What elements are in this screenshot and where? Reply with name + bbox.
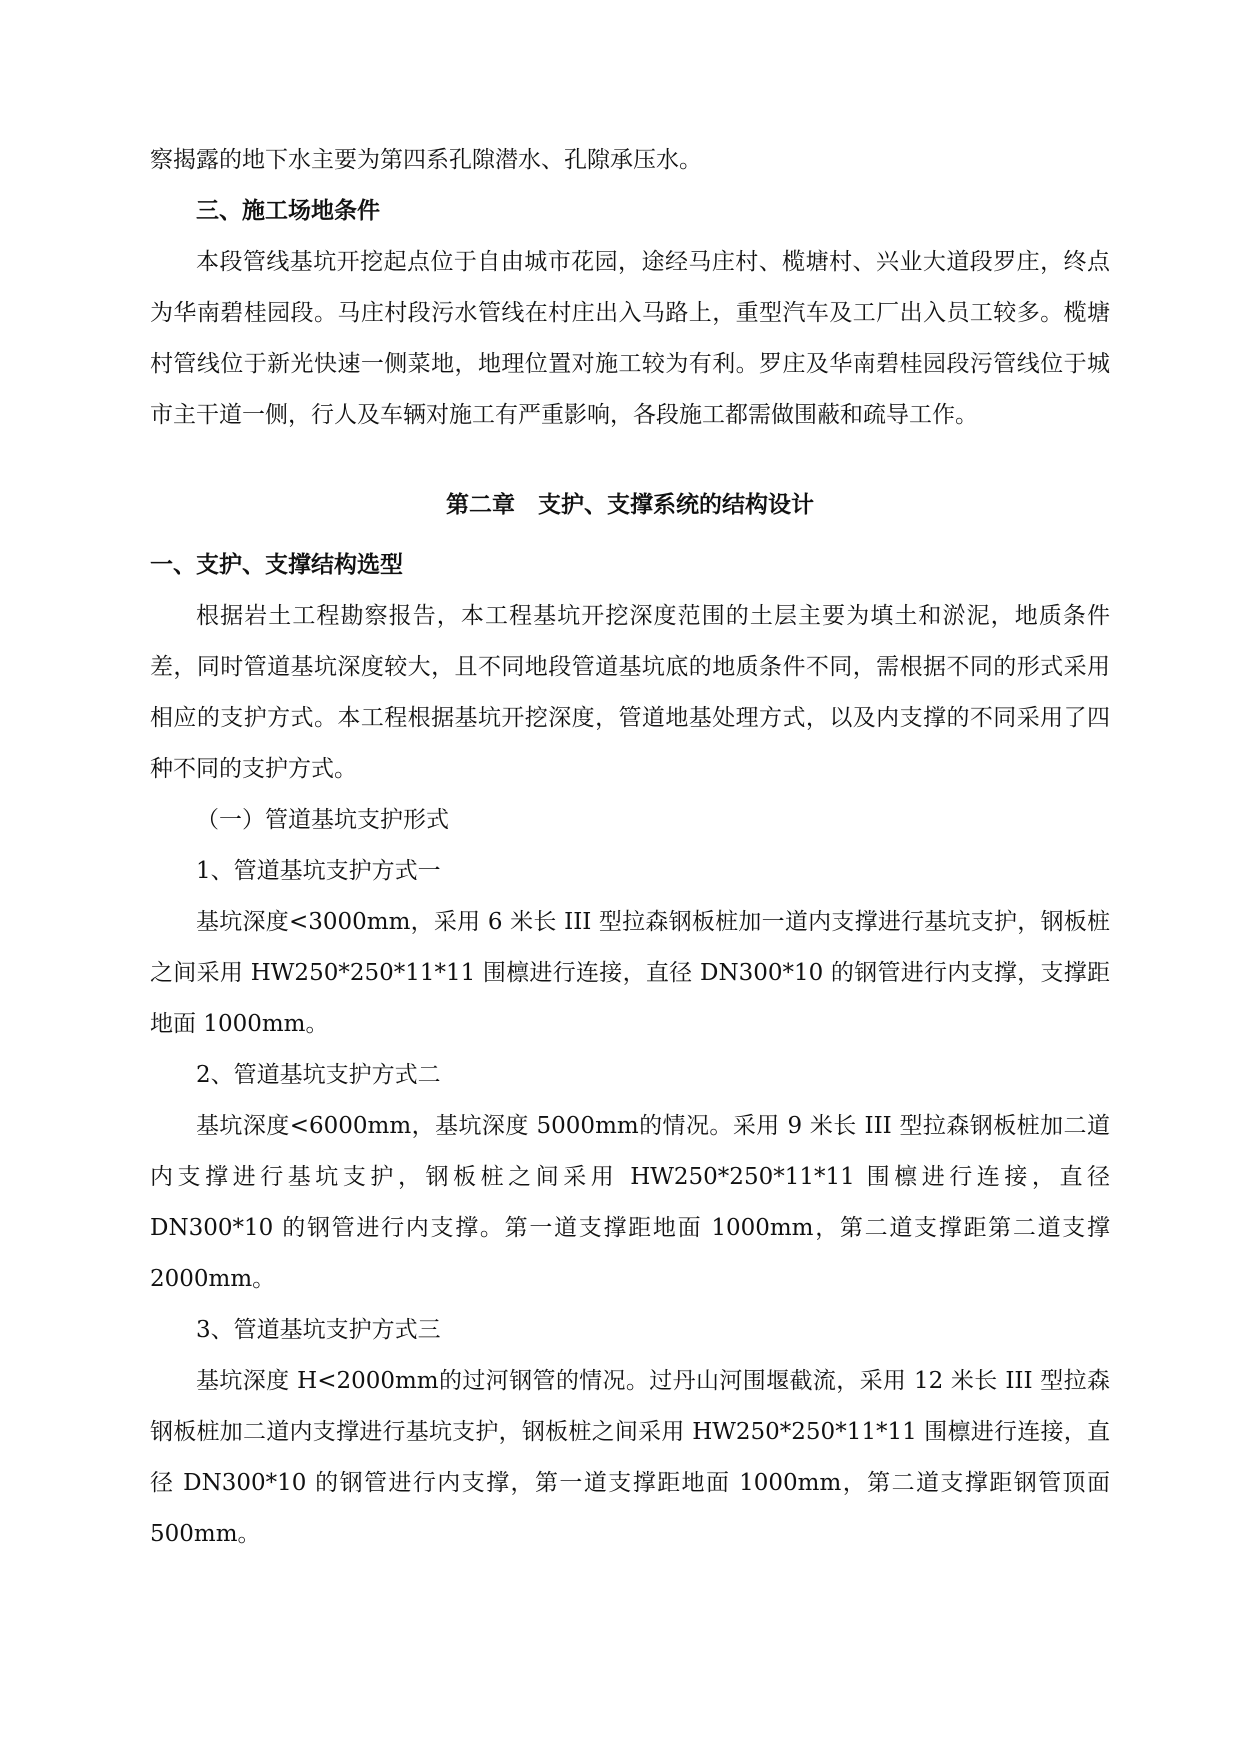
continuation-block xyxy=(150,135,1110,186)
chapter-title: 第二章 支护、支撑系统的结构设计 xyxy=(446,492,814,518)
method-3-body: 基坑深度 H<2000mm的过河钢管的情况。过丹山河围堰截流，采用 12 米长 III 型拉森钢板桩加二道内支撑进行基坑支护，钢板桩之间采用 HW250*250*11*11 围檩进行连接，直径 DN300*10 的钢管进行内支撑，第一道支撑距地面 1000mm，第二道支撑距钢管顶面 500mm。 xyxy=(150,1368,1110,1547)
method-1-title: 1、管道基坑支护方式一 xyxy=(196,858,441,884)
method-3-title: 3、管道基坑支护方式三 xyxy=(196,1317,441,1343)
section-1-heading: 一、支护、支撑结构选型 xyxy=(150,552,403,578)
section-3 xyxy=(150,186,1110,441)
chapter-2 xyxy=(150,480,1110,531)
continuation-paragraph: 察揭露的地下水主要为第四系孔隙潜水、孔隙承压水。 xyxy=(150,147,702,173)
method-2-title: 2、管道基坑支护方式二 xyxy=(196,1062,441,1088)
method-2-body: 基坑深度<6000mm，基坑深度 5000mm的情况。采用 9 米长 III 型拉森钢板桩加二道内支撑进行基坑支护，钢板桩之间采用 HW250*250*11*11 围檩进行连接，直径 DN300*10 的钢管进行内支撑。第一道支撑距地面 1000mm，第二道支撑距第二道支撑 2000mm。 xyxy=(150,1113,1110,1292)
section-3-heading: 三、施工场地条件 xyxy=(196,198,380,224)
section-3-paragraph: 本段管线基坑开挖起点位于自由城市花园，途经马庄村、榄塘村、兴业大道段罗庄，终点为华南碧桂园段。马庄村段污水管线在村庄出入马路上，重型汽车及工厂出入员工较多。榄塘村管线位于新光快速一侧菜地，地理位置对施工较为有利。罗庄及华南碧桂园段污管线位于城市主干道一侧，行人及车辆对施工有严重影响，各段施工都需做围蔽和疏导工作。 xyxy=(150,249,1110,428)
section-1-intro: 根据岩土工程勘察报告，本工程基坑开挖深度范围的土层主要为填土和淤泥，地质条件差，同时管道基坑深度较大，且不同地段管道基坑底的地质条件不同，需根据不同的形式采用相应的支护方式。本工程根据基坑开挖深度，管道地基处理方式，以及内支撑的不同采用了四种不同的支护方式。 xyxy=(150,603,1110,782)
method-1-body: 基坑深度<3000mm，采用 6 米长 III 型拉森钢板桩加一道内支撑进行基坑支护，钢板桩之间采用 HW250*250*11*11 围檩进行连接，直径 DN300*10 的钢管进行内支撑，支撑距地面 1000mm。 xyxy=(150,909,1110,1037)
support-forms-subheading: （一）管道基坑支护形式 xyxy=(196,807,449,833)
chapter-2-section-1 xyxy=(150,540,1110,1560)
